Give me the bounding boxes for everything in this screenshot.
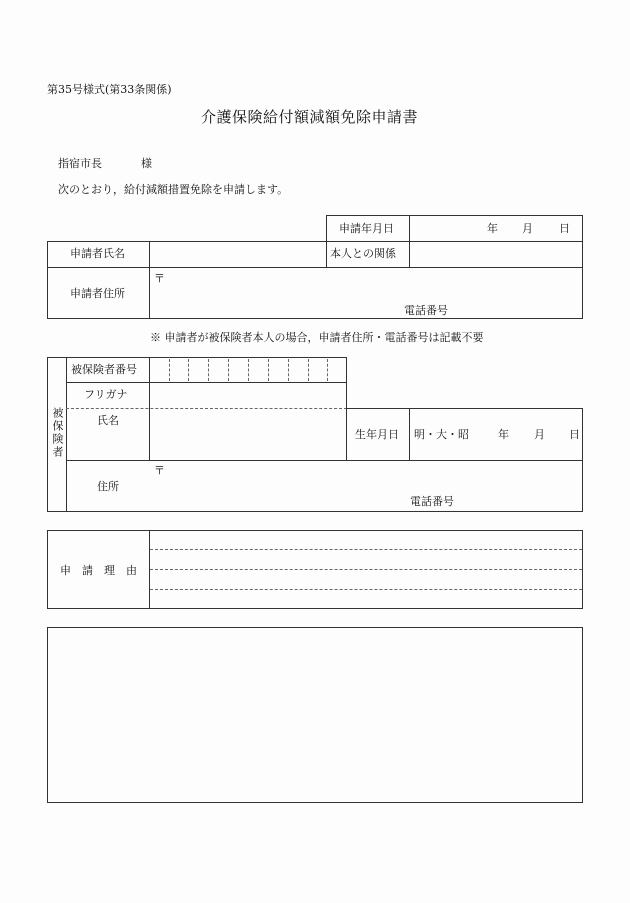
- divider: [228, 359, 229, 381]
- birth-day-label: 日: [569, 428, 580, 441]
- divider: [308, 359, 309, 381]
- insured-section-label: 被保険者: [51, 407, 64, 459]
- divider: [288, 359, 289, 381]
- insured-address-label: 住所: [97, 480, 119, 493]
- insured-phone-label: 電話番号: [410, 495, 454, 508]
- birthdate-label: 生年月日: [355, 428, 399, 441]
- intro-text: 次のとおり，給付減額措置免除を申請します。: [58, 183, 289, 196]
- birth-month-label: 月: [534, 428, 545, 441]
- date-day-label: 日: [559, 222, 570, 235]
- divider: [47, 357, 48, 511]
- divider: [150, 549, 582, 550]
- honorific: 様: [141, 157, 152, 170]
- divider: [47, 511, 583, 512]
- applicant-name-field[interactable]: [150, 242, 325, 266]
- divider: [150, 589, 582, 590]
- divider: [248, 359, 249, 381]
- divider: [169, 359, 170, 381]
- furigana-field[interactable]: [150, 383, 346, 407]
- insured-name-field[interactable]: [150, 409, 346, 459]
- insured-address-field[interactable]: [150, 461, 582, 510]
- divider: [326, 241, 327, 267]
- reason-label: 申 請 理 由: [60, 564, 137, 577]
- office-use-box: [47, 627, 583, 803]
- postal-mark: 〒: [154, 272, 165, 285]
- applicant-address-field[interactable]: [150, 268, 582, 318]
- insured-name-label: 氏名: [97, 414, 119, 427]
- birth-year-label: 年: [498, 428, 509, 441]
- era-options: 明・大・昭: [414, 428, 469, 441]
- addressee: 指宿市長: [58, 157, 102, 170]
- divider: [66, 357, 67, 511]
- relation-label: 本人との関係: [330, 247, 396, 260]
- divider: [150, 569, 582, 570]
- phone-label: 電話番号: [404, 304, 448, 317]
- insured-postal-mark: 〒: [154, 464, 165, 477]
- divider: [327, 359, 328, 381]
- applicant-name-label: 申請者氏名: [70, 247, 125, 260]
- form-number: 第35号様式(第33条関係): [47, 83, 172, 96]
- divider: [268, 359, 269, 381]
- page-title: 介護保険給付額減額免除申請書: [201, 108, 419, 126]
- date-month-label: 月: [522, 222, 533, 235]
- application-date-label: 申請年月日: [339, 222, 394, 235]
- divider: [582, 460, 583, 511]
- divider: [208, 359, 209, 381]
- date-year-label: 年: [487, 222, 498, 235]
- divider: [188, 359, 189, 381]
- note-text: ※ 申請者が被保険者本人の場合，申請者住所・電話番号は記載不要: [150, 331, 484, 344]
- insured-number-label: 被保険者番号: [71, 363, 137, 376]
- furigana-label: フリガナ: [84, 388, 128, 401]
- applicant-address-label: 申請者住所: [70, 287, 125, 300]
- relation-field[interactable]: [410, 242, 582, 266]
